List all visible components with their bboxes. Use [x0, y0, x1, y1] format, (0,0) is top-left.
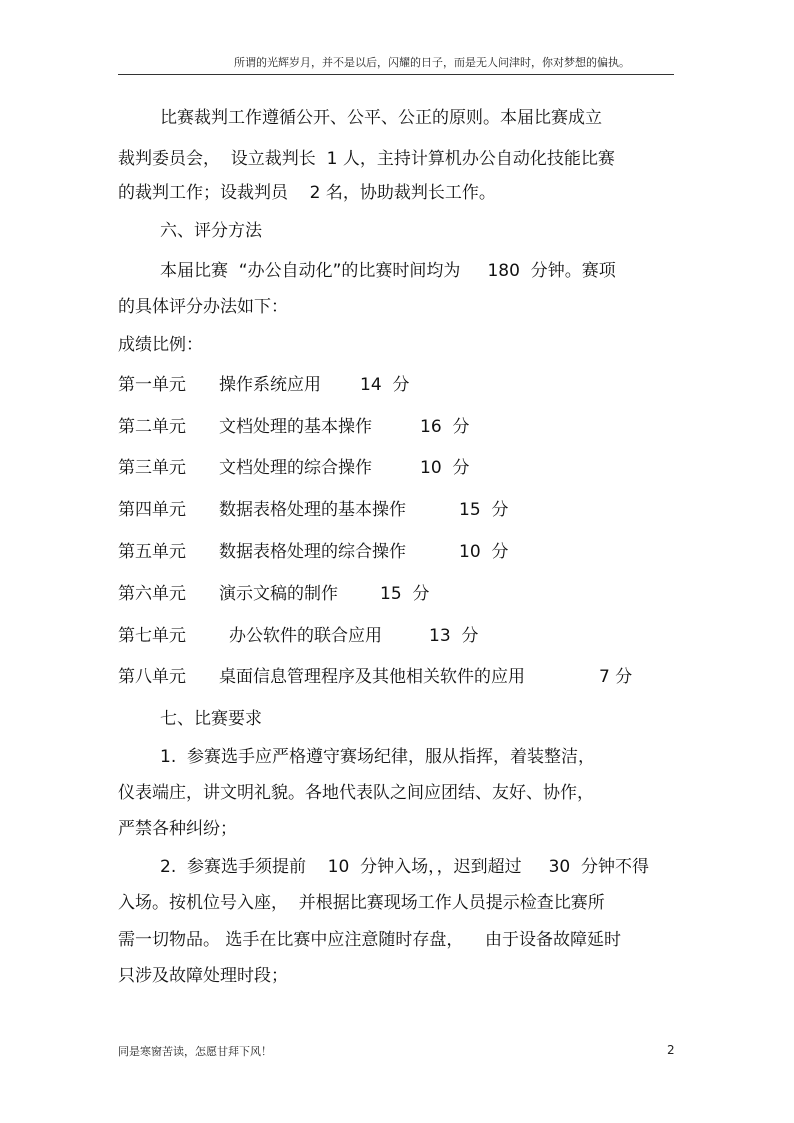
unit-6-name: 演示文稿的制作: [219, 584, 338, 604]
unit-5-label: 第五单元: [118, 542, 186, 562]
req2-line3: 需一切物品。 选手在比赛中应注意随时存盘， 由于设备故障延时: [118, 930, 622, 950]
unit-2-name: 文档处理的基本操作: [219, 417, 372, 437]
unit-1-name: 操作系统应用: [219, 375, 321, 395]
unit-5-score: 10 分: [459, 542, 509, 562]
unit-1-score: 14 分: [360, 375, 410, 395]
req1-line1: 1. 参赛选手应严格遵守赛场纪律，服从指挥，着装整洁，: [160, 747, 596, 767]
para2-line2: 的具体评分办法如下：: [118, 297, 288, 317]
score-label: 成绩比例：: [118, 335, 203, 355]
req1-line3: 严禁各种纠纷；: [118, 819, 237, 839]
unit-2-label: 第二单元: [118, 417, 186, 437]
para1-line1: 比赛裁判工作遵循公开、公平、公正的原则。本届比赛成立: [160, 108, 602, 128]
unit-1-label: 第一单元: [118, 375, 186, 395]
footer-motto: 同是寒窗苦读，怎愿甘拜下风！: [118, 1045, 272, 1058]
para1-line3: 的裁判工作；设裁判员 2 名，协助裁判长工作。: [118, 183, 496, 203]
section7-title: 七、比赛要求: [160, 709, 262, 729]
unit-2-score: 16 分: [420, 417, 470, 437]
unit-8-name: 桌面信息管理程序及其他相关软件的应用: [219, 667, 525, 687]
req2-line2: 入场。按机位号入座， 并根据比赛现场工作人员提示检查比赛所: [118, 893, 605, 913]
unit-5-name: 数据表格处理的综合操作: [219, 542, 406, 562]
unit-3-label: 第三单元: [118, 458, 186, 478]
header-rule: [118, 74, 674, 75]
unit-8-score: 7 分: [599, 667, 633, 687]
unit-7-score: 13 分: [429, 626, 479, 646]
req1-line2: 仪表端庄，讲文明礼貌。各地代表队之间应团结、友好、协作，: [118, 783, 594, 803]
unit-8-label: 第八单元: [118, 667, 186, 687]
unit-4-score: 15 分: [459, 500, 509, 520]
para2-line1: 本届比赛 “办公自动化”的比赛时间均为 180 分钟。赛项: [160, 261, 616, 281]
section6-title: 六、评分方法: [160, 221, 262, 241]
unit-7-label: 第七单元: [118, 626, 186, 646]
unit-4-name: 数据表格处理的基本操作: [219, 500, 406, 520]
unit-4-label: 第四单元: [118, 500, 186, 520]
unit-7-name: 办公软件的联合应用: [229, 626, 382, 646]
unit-6-score: 15 分: [380, 584, 430, 604]
unit-6-label: 第六单元: [118, 584, 186, 604]
unit-3-score: 10 分: [420, 458, 470, 478]
req2-line4: 只涉及故障处理时段；: [118, 966, 288, 986]
unit-3-name: 文档处理的综合操作: [219, 458, 372, 478]
page-number: 2: [667, 1043, 675, 1057]
page-header-text: 所谓的光辉岁月，并不是以后，闪耀的日子，而是无人问津时，你对梦想的偏执。: [234, 56, 630, 69]
para1-line2: 裁判委员会， 设立裁判长 1 人，主持计算机办公自动化技能比赛: [118, 149, 615, 169]
req2-line1: 2. 参赛选手须提前 10 分钟入场，，迟到超过 30 分钟不得: [160, 857, 650, 877]
